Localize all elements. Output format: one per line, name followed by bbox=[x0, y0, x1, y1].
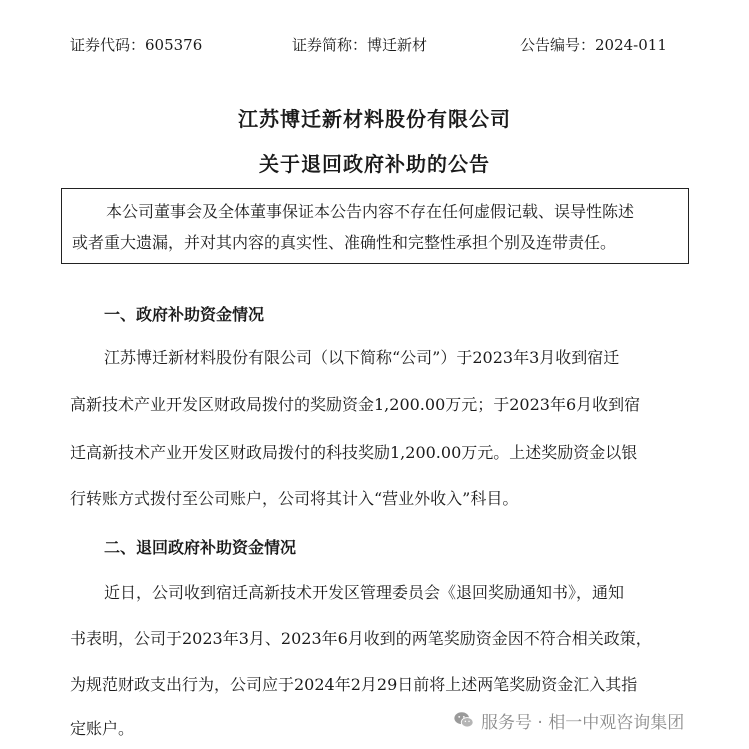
paragraph-line: 近日，公司收到宿迁高新技术开发区管理委员会《退回奖励通知书》，通知 bbox=[104, 583, 625, 602]
paragraph-line: 行转账方式拨付至公司账户，公司将其计入“营业外收入”科目。 bbox=[70, 489, 519, 508]
paragraph-line: 迁高新技术产业开发区财政局拨付的科技奖励1,200.00万元。上述奖励资金以银 bbox=[70, 443, 638, 462]
notice-number: 公告编号：2024-011 bbox=[520, 36, 667, 54]
company-title: 江苏博迁新材料股份有限公司 bbox=[238, 107, 511, 131]
section-heading-subsidy-return: 二、退回政府补助资金情况 bbox=[104, 538, 297, 557]
section-heading-subsidy-info: 一、政府补助资金情况 bbox=[104, 305, 265, 324]
security-abbreviation: 证券简称：博迁新材 bbox=[292, 36, 428, 54]
notice-title: 关于退回政府补助的公告 bbox=[259, 152, 490, 176]
disclaimer-line: 或者重大遗漏，并对其内容的真实性、准确性和完整性承担个别及连带责任。 bbox=[72, 233, 617, 252]
security-code: 证券代码：605376 bbox=[70, 36, 203, 54]
paragraph-line: 为规范财政支出行为，公司应于2024年2月29日前将上述两笔奖励资金汇入其指 bbox=[70, 675, 638, 694]
document-header bbox=[0, 34, 749, 56]
paragraph-line: 定账户。 bbox=[70, 719, 135, 738]
paragraph-line: 高新技术产业开发区财政局拨付的奖励资金1,200.00万元；于2023年6月收到宿 bbox=[70, 395, 641, 414]
watermark bbox=[453, 707, 684, 733]
paragraph-line: 书表明，公司于2023年3月、2023年6月收到的两笔奖励资金因不符合相关政策， bbox=[70, 629, 652, 648]
disclaimer-box bbox=[61, 188, 689, 264]
paragraph-line: 江苏博迁新材料股份有限公司（以下简称“公司”）于2023年3月收到宿迁 bbox=[104, 348, 620, 367]
wechat-icon bbox=[453, 709, 475, 731]
watermark-text: 服务号 · 相一中观咨询集团 bbox=[481, 712, 685, 733]
disclaimer-line: 本公司董事会及全体董事保证本公告内容不存在任何虚假记载、误导性陈述 bbox=[106, 202, 635, 221]
